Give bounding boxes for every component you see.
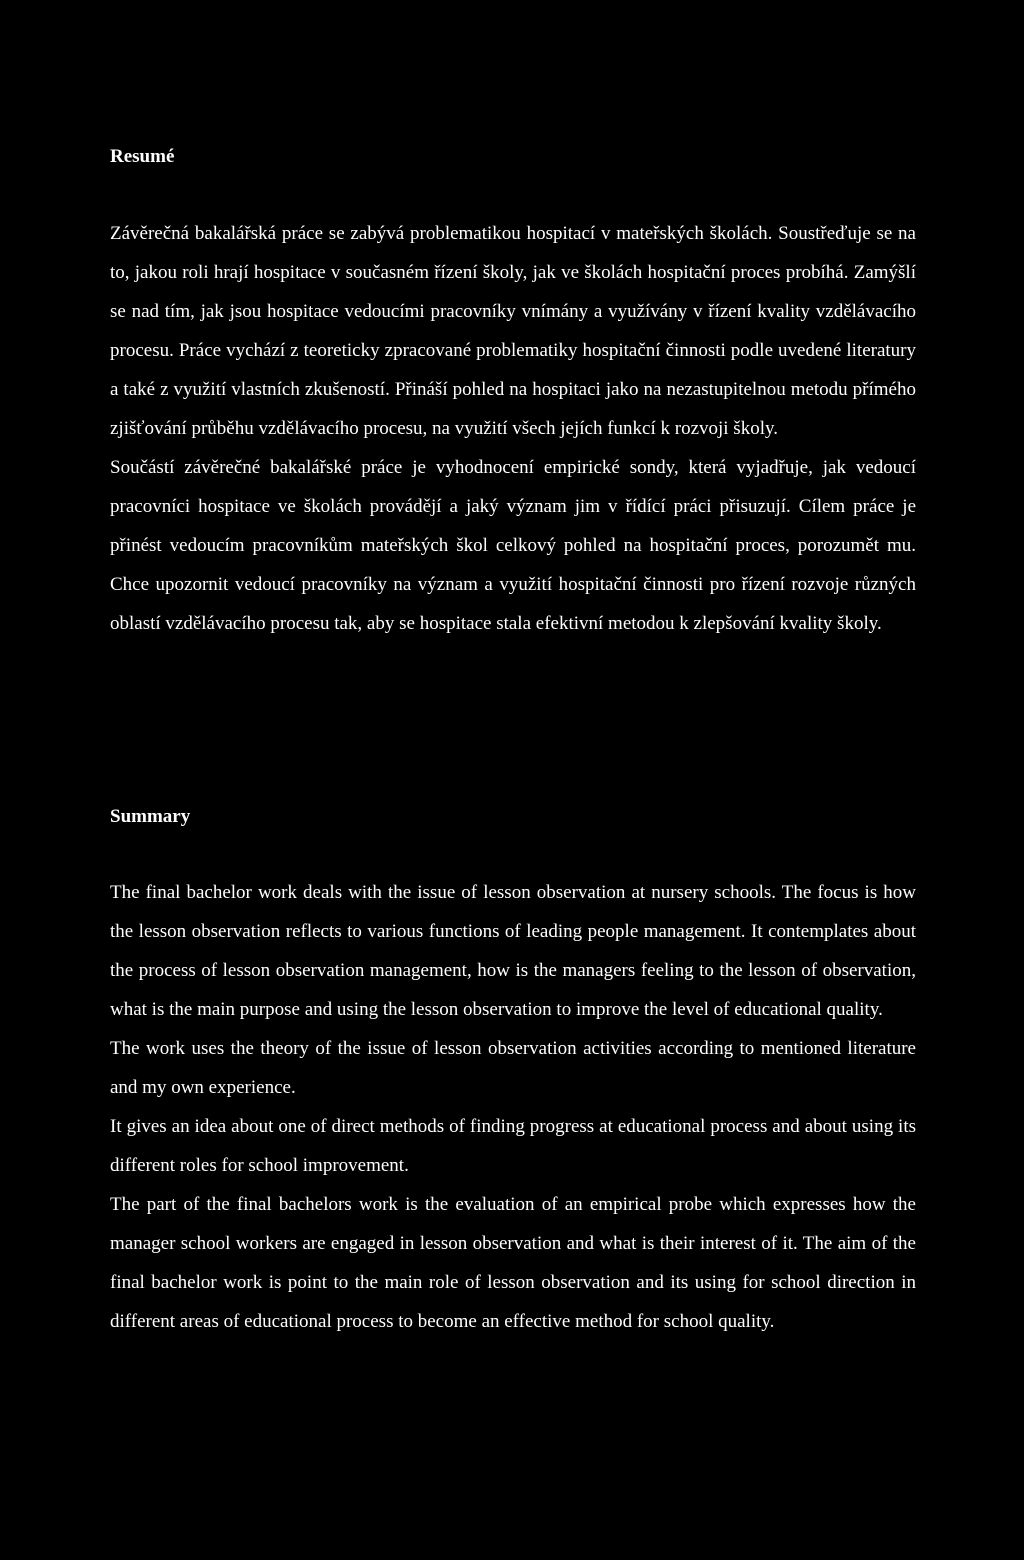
resume-paragraph: Závěrečná bakalářská práce se zabývá problematikou hospitací v mateřských školách. Soustřeďuje se na to, jakou roli hrají hospitace v současném řízení školy, jak ve školách hospitační proces probíhá. Zamýšlí se nad tím, jak jsou hospitace vedoucími pracovníky vnímány a využívány v řízení kvality vzdělávacího procesu. Práce vychází z teoreticky zpracované problematiky hospitační činnosti podle uvedené literatury a také z využití vlastních zkušeností. Přináší pohled na hospitaci jako na nezastupitelnou metodu přímého zjišťování průběhu vzdělávacího procesu, na využití všech jejích funkcí k rozvoji školy. <box>110 223 916 439</box>
summary-heading: Summary <box>110 806 191 827</box>
resume-paragraph: Součástí závěrečné bakalářské práce je vyhodnocení empirické sondy, která vyjadřuje, jak vedoucí pracovníci hospitace ve školách provádějí a jaký význam jim v řídící práci přisuzují. Cílem práce je přinést vedoucím pracovníkům mateřských škol celkový pohled na hospitační proces, porozumět mu. Chce upozornit vedoucí pracovníky na význam a využití hospitační činnosti pro řízení rozvoje různých oblastí vzdělávacího procesu tak, aby se hospitace stala efektivní metodou k zlepšování kvality školy. <box>110 457 916 634</box>
resume-body <box>110 214 916 643</box>
summary-paragraph: The final bachelor work deals with the issue of lesson observation at nursery schools. The focus is how the lesson observation reflects to various functions of leading people management. It contemplates about the process of lesson observation management, how is the managers feeling to the lesson of observation, what is the main purpose and using the lesson observation to improve the level of educational quality. <box>110 882 916 1020</box>
summary-paragraph: The part of the final bachelors work is the evaluation of an empirical probe which expresses how the manager school workers are engaged in lesson observation and what is their interest of it. The aim of the final bachelor work is point to the main role of lesson observation and its using for school direction in different areas of educational process to become an effective method for school quality. <box>110 1194 916 1332</box>
summary-body <box>110 873 916 1341</box>
summary-paragraph: It gives an idea about one of direct methods of finding progress at educational process and about using its different roles for school improvement. <box>110 1116 916 1176</box>
summary-paragraph: The work uses the theory of the issue of lesson observation activities according to mentioned literature and my own experience. <box>110 1038 916 1098</box>
resume-heading: Resumé <box>110 146 175 167</box>
